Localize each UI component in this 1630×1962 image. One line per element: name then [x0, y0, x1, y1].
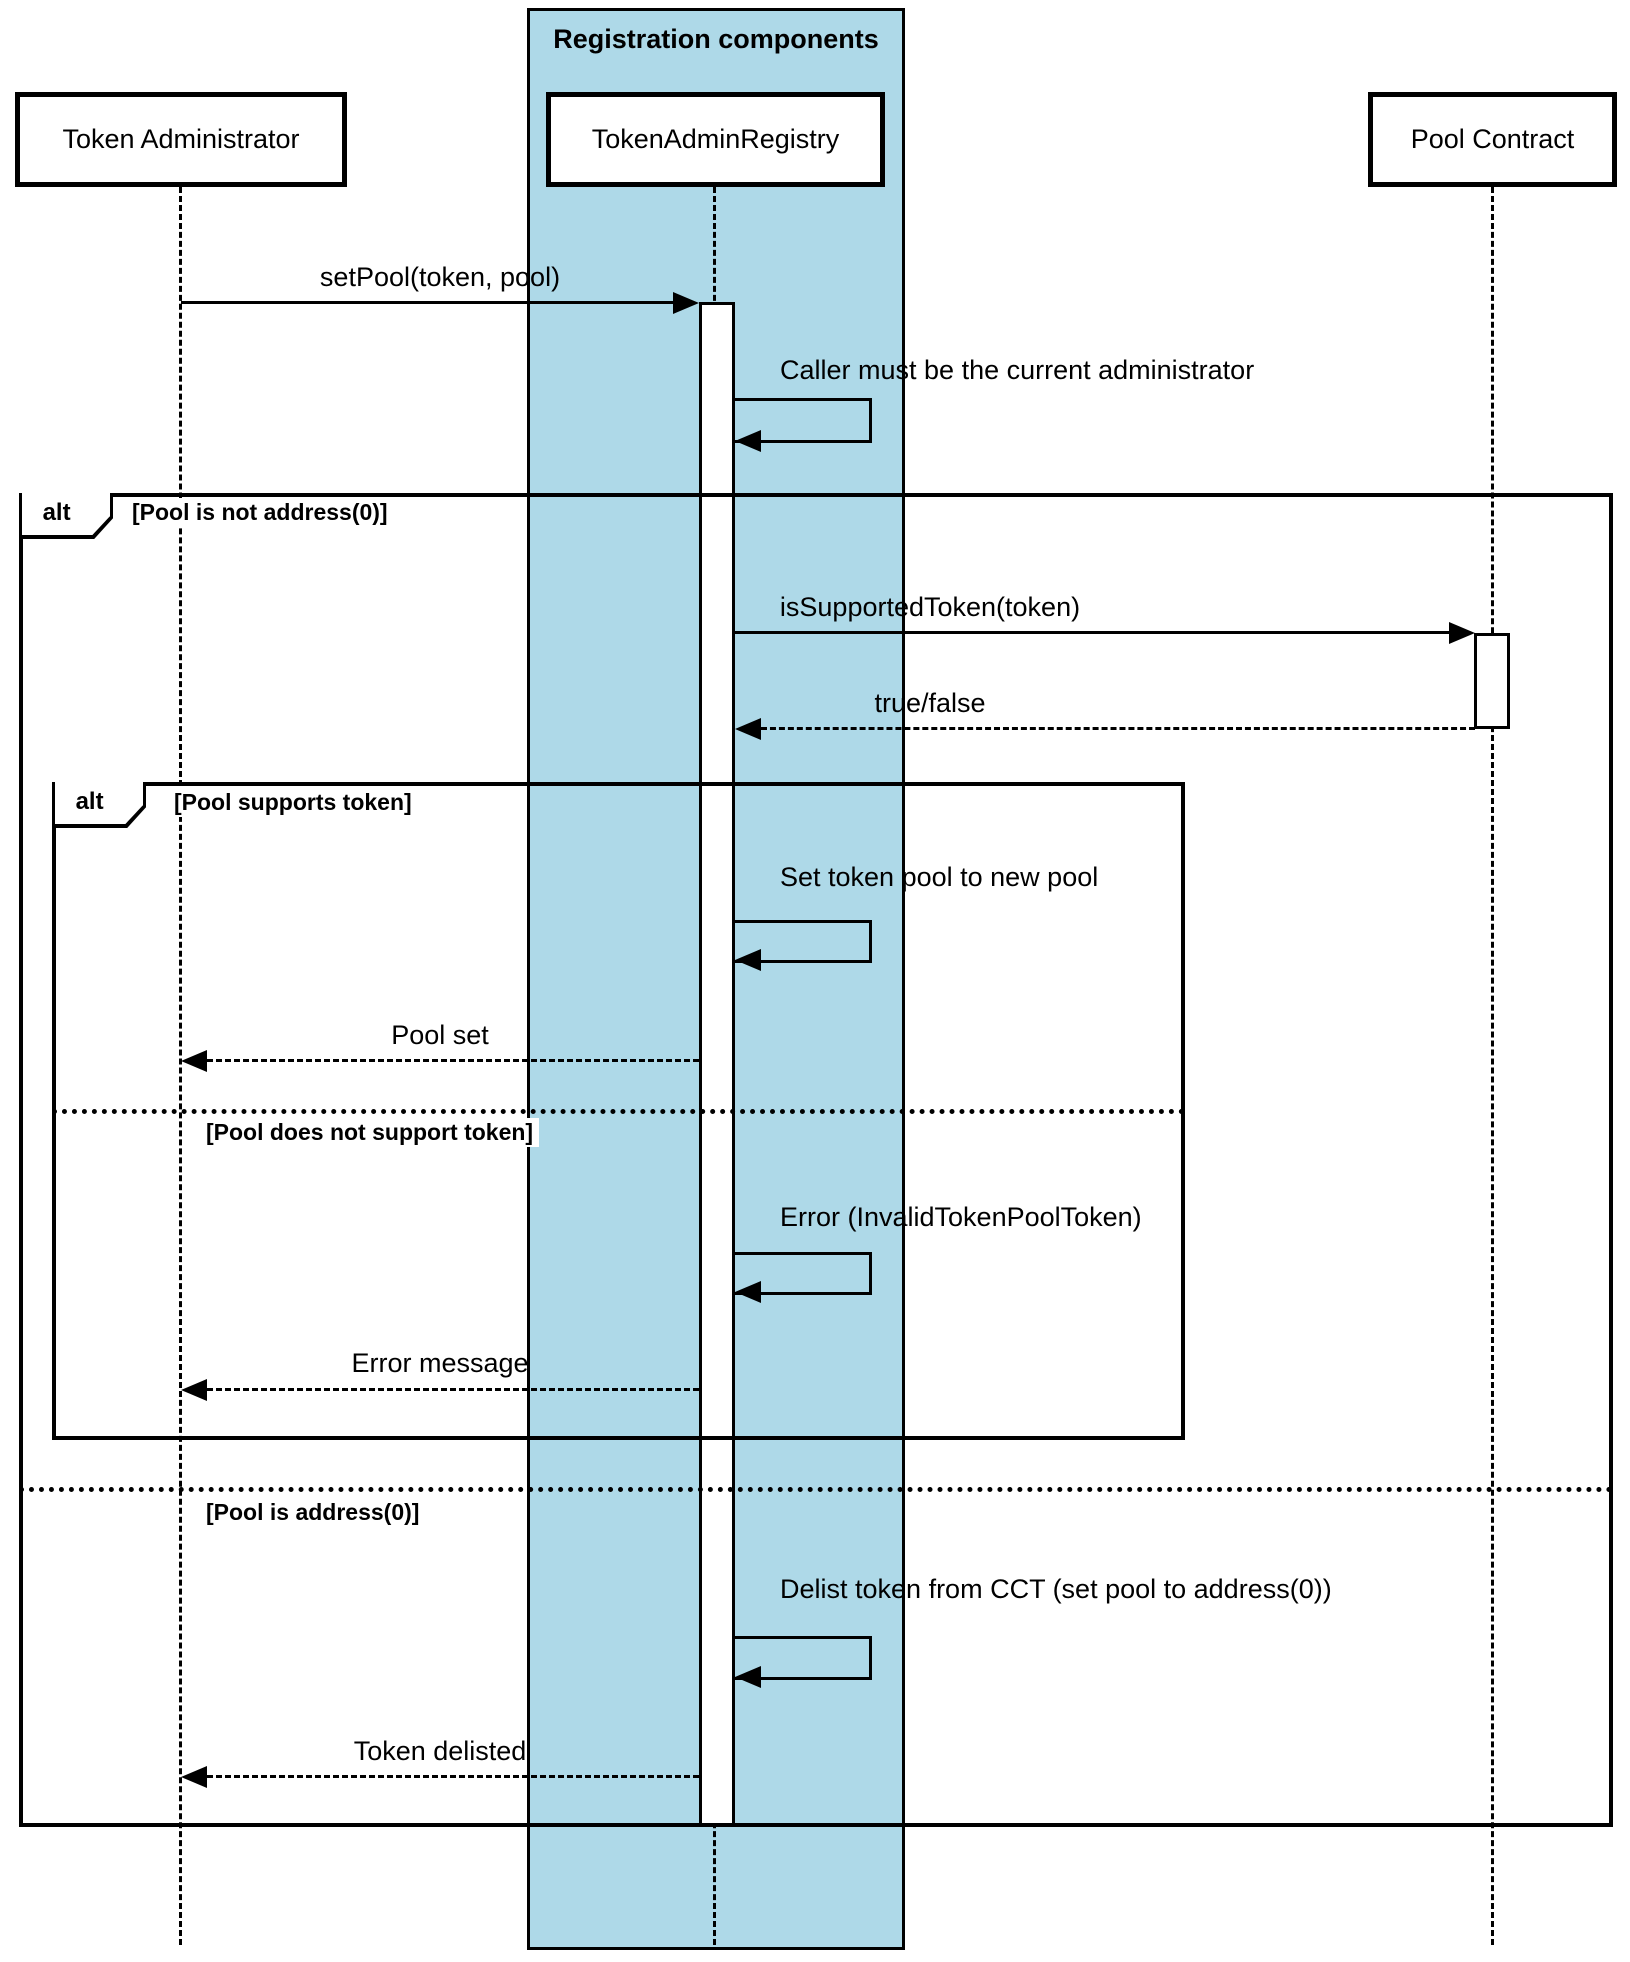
message-delist-label: Delist token from CCT (set pool to address(0))	[780, 1574, 1332, 1604]
participant-token-admin-registry	[546, 92, 885, 187]
message-error-message-line	[207, 1388, 699, 1391]
guard-pool-not-address0: [Pool is not address(0)]	[126, 498, 394, 527]
message-is-supported-line	[735, 631, 1451, 634]
guard-pool-is-address0: [Pool is address(0)]	[200, 1498, 425, 1527]
alt-operator-label: alt	[42, 499, 71, 526]
participant-label: Pool Contract	[1410, 124, 1575, 154]
self-message-error-arrowhead	[735, 1281, 761, 1303]
message-token-delisted-label: Token delisted	[353, 1736, 527, 1766]
message-true-false-arrowhead	[735, 718, 761, 740]
self-message-caller-arrowhead	[735, 430, 761, 452]
participant-label: Token Administrator	[62, 124, 300, 154]
guard-pool-supports-token: [Pool supports token]	[168, 788, 418, 817]
self-message-delist-arrowhead	[735, 1666, 761, 1688]
note-caller-label: Caller must be the current administrator	[780, 355, 1255, 385]
participant-token-administrator	[15, 92, 347, 187]
alt-frame-inner-tab	[52, 782, 146, 828]
message-pool-set-line	[207, 1059, 699, 1062]
message-true-false-line	[761, 727, 1475, 730]
alt-outer-divider	[19, 1487, 1613, 1492]
message-true-false-label: true/false	[874, 688, 986, 718]
group-title: Registration components	[553, 24, 879, 54]
message-set-pool-label: setPool(token, pool)	[319, 262, 561, 292]
guard-pool-does-not-support-token: [Pool does not support token]	[200, 1118, 539, 1147]
message-is-supported-label: isSupportedToken(token)	[779, 592, 1081, 622]
alt-operator-label: alt	[75, 788, 104, 815]
message-error-message-label: Error message	[351, 1348, 529, 1378]
message-set-pool-line	[181, 301, 675, 304]
message-error-invalid-label: Error (InvalidTokenPoolToken)	[780, 1202, 1142, 1232]
self-message-set-pool-arrowhead	[735, 949, 761, 971]
message-is-supported-arrowhead	[1449, 622, 1475, 644]
message-token-delisted-line	[207, 1775, 699, 1778]
message-error-message-arrowhead	[181, 1379, 207, 1401]
message-set-pool-arrowhead	[673, 292, 699, 314]
message-token-delisted-arrowhead	[181, 1766, 207, 1788]
alt-frame-outer-tab	[19, 493, 113, 539]
participant-label: TokenAdminRegistry	[591, 124, 840, 154]
message-pool-set-arrowhead	[181, 1050, 207, 1072]
message-pool-set-label: Pool set	[391, 1020, 489, 1050]
participant-pool-contract	[1368, 92, 1617, 187]
message-set-token-pool-label: Set token pool to new pool	[780, 862, 1099, 892]
alt-inner-divider	[52, 1109, 1185, 1114]
